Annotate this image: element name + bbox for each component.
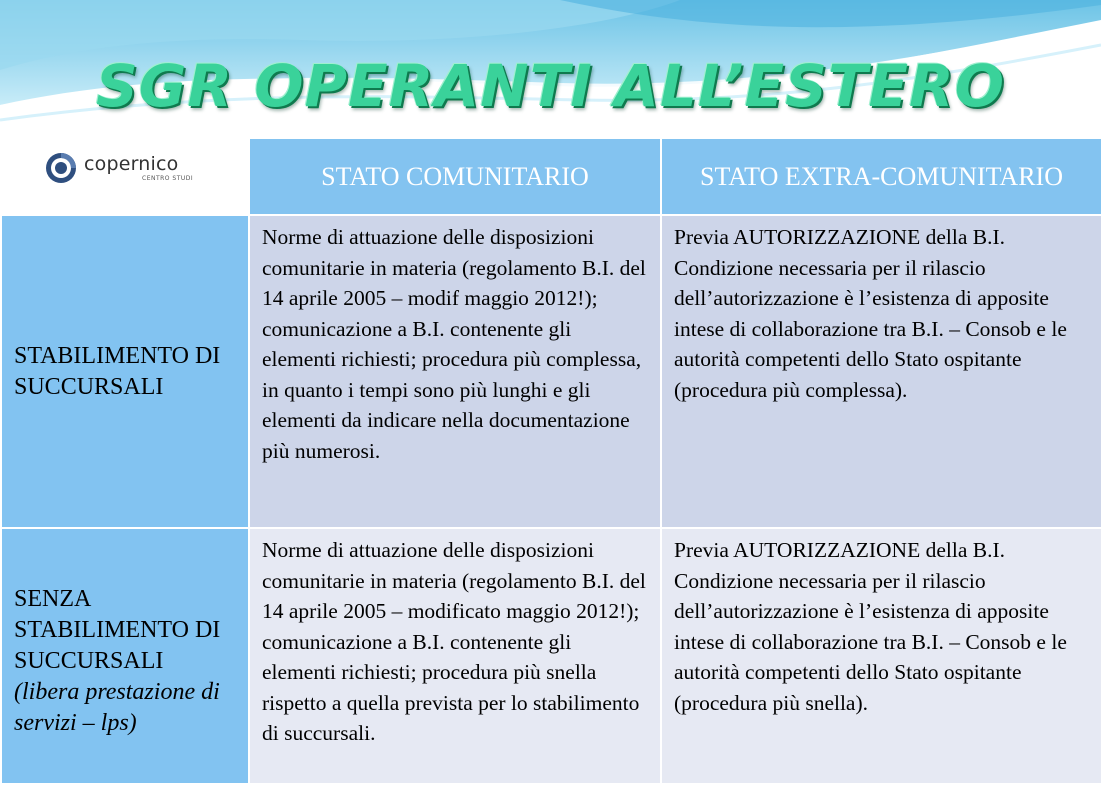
row-label-text: SENZA STABILIMENTO DI SUCCURSALI [14, 585, 221, 674]
header-stato-comunitario: STATO COMUNITARIO [249, 138, 661, 215]
comparison-table [0, 137, 1101, 785]
copernico-logo-icon [44, 151, 78, 185]
table-row [1, 215, 1101, 528]
header-stato-extra-comunitario: STATO EXTRA-COMUNITARIO [661, 138, 1101, 215]
row-label-text: STABILIMENTO DI SUCCURSALI [14, 342, 221, 400]
cell-comunitario: Norme di attuazione delle disposizioni comunitarie in materia (regolamento B.I. del 14 aprile 2005 – modif maggio 2012!); comunicazione a B.I. contenente gli elementi richiesti; procedura più complessa, in quanto i tempi sono più lunghi e gli elementi da indicare nella documentazione più numerosi. [249, 215, 661, 528]
logo-subtitle: CENTRO STUDI [142, 175, 194, 182]
table-row [1, 528, 1101, 784]
page-title: SGR OPERANTI ALL’ESTERO [95, 52, 1006, 120]
row-label-senza-stabilimento [1, 528, 249, 784]
row-label-italic-text: (libera prestazione di servizi – lps) [14, 678, 220, 736]
logo-name: copernico [84, 153, 179, 175]
copernico-logo [44, 151, 214, 191]
cell-extra-comunitario: Previa AUTORIZZAZIONE della B.I. Condizione necessaria per il rilascio dell’autorizzazione è l’esistenza di apposite intese di collaborazione tra B.I. – Consob e le autorità competenti dello Stato ospitante (procedura più complessa). [661, 215, 1101, 528]
row-label-stabilimento [1, 215, 249, 528]
cell-extra-comunitario: Previa AUTORIZZAZIONE della B.I. Condizione necessaria per il rilascio dell’autorizzazione è l’esistenza di apposite intese di collaborazione tra B.I. – Consob e le autorità competenti dello Stato ospitante (procedura più snella). [661, 528, 1101, 784]
cell-comunitario: Norme di attuazione delle disposizioni comunitarie in materia (regolamento B.I. del 14 aprile 2005 – modificato maggio 2012!); comunicazione a B.I. contenente gli elementi richiesti; procedura più snella rispetto a quella prevista per lo stabilimento di succursali. [249, 528, 661, 784]
